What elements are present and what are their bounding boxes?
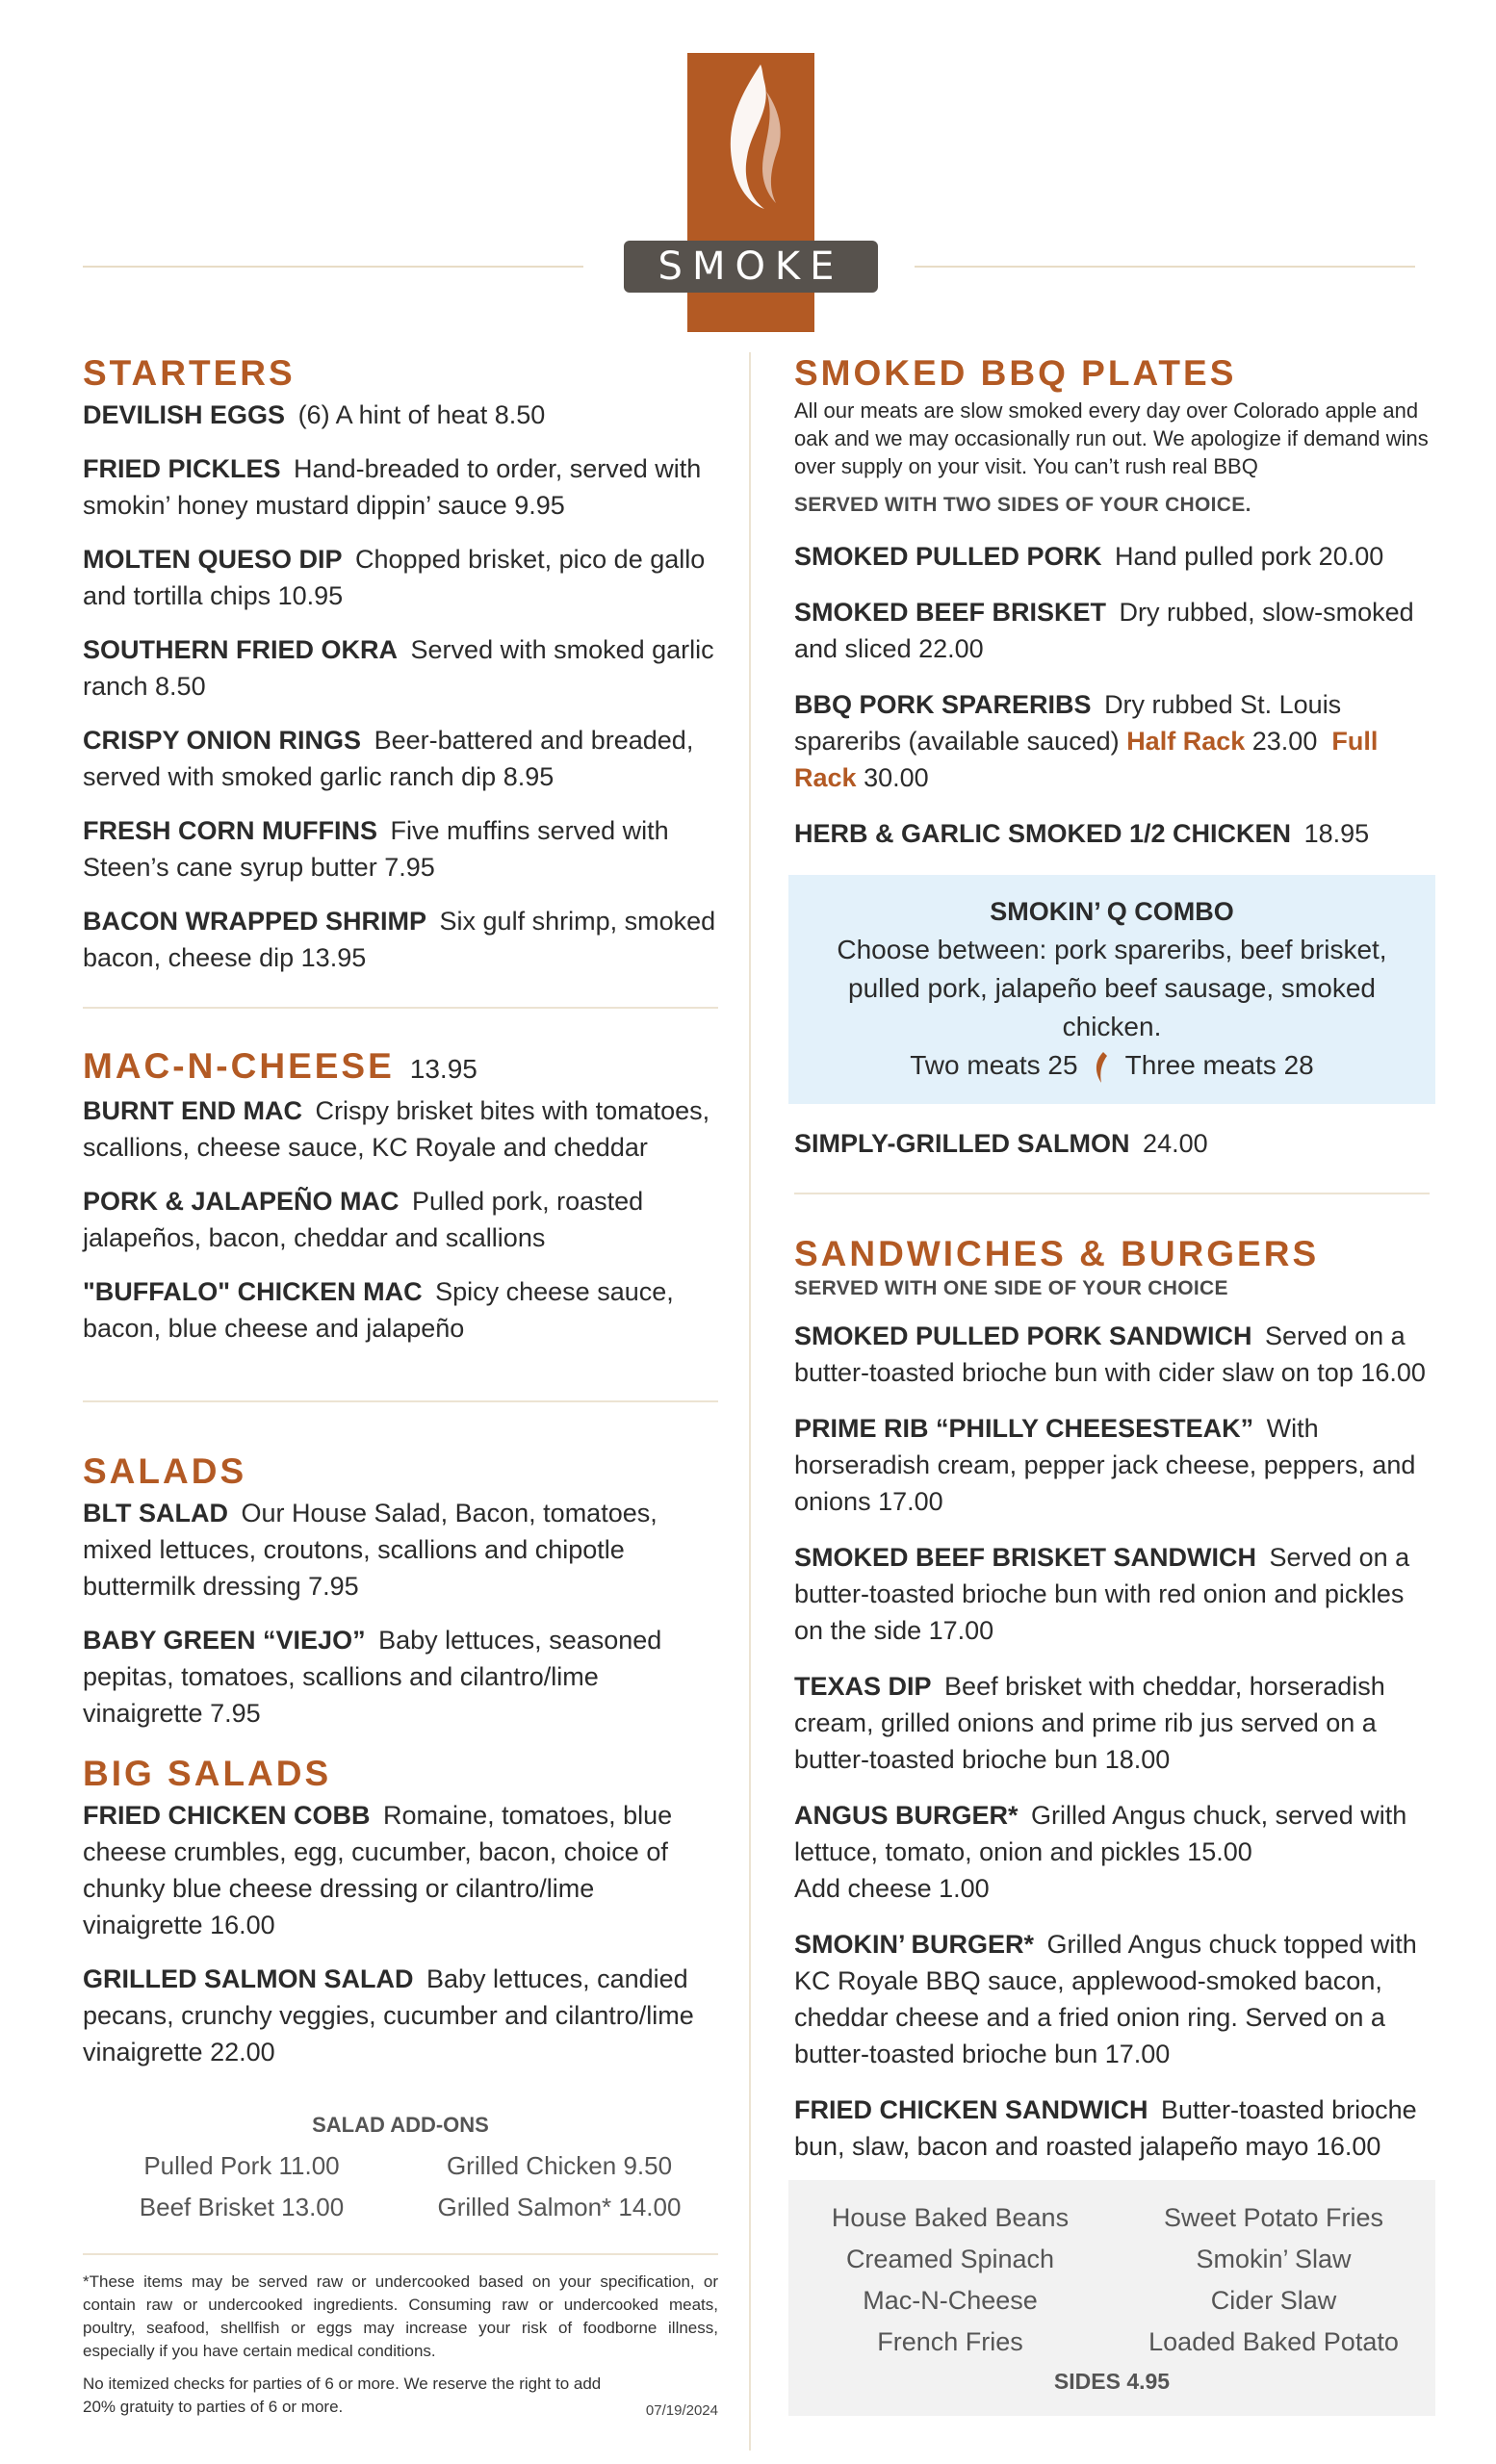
full-rack-label: Full Rack xyxy=(794,727,1379,792)
section-divider xyxy=(83,1007,718,1009)
section-divider xyxy=(83,2253,718,2255)
combo-box xyxy=(788,875,1435,1104)
flame-logo-icon xyxy=(687,53,814,236)
menu-item: BURNT END MAC Crispy brisket bites with tomatoes, scallions, cheese sauce, KC Royale and cheddar xyxy=(83,1096,710,1162)
menu-item: MOLTEN QUESO DIP Chopped brisket, pico de gallo and tortilla chips 10.95 xyxy=(83,545,706,610)
menu-item: ANGUS BURGER* Grilled Angus chuck, served with lettuce, tomato, onion and pickles 15.00 Add cheese 1.00 xyxy=(794,1801,1407,1903)
menu-item: HERB & GARLIC SMOKED 1/2 CHICKEN 18.95 xyxy=(794,819,1370,848)
combo-line: pulled pork, jalapeño beef sausage, smoked chicken. xyxy=(848,973,1376,1041)
menu-item: SMOKED PULLED PORK Hand pulled pork 20.00 xyxy=(794,542,1384,571)
sandwiches-list xyxy=(794,1318,1430,2165)
sides-box xyxy=(788,2180,1435,2416)
left-column xyxy=(83,352,718,2419)
column-divider xyxy=(749,352,751,2451)
addon-item: Beef Brisket 13.00 xyxy=(139,2193,345,2221)
gratuity-text: No itemized checks for parties of 6 or more. We reserve the right to add 20% gratuity to parties of 6 or more. xyxy=(83,2374,602,2416)
add-cheese-note: Add cheese 1.00 xyxy=(794,1874,990,1903)
combo-title: SMOKIN’ Q COMBO xyxy=(990,897,1234,926)
addons-grid xyxy=(83,2145,718,2228)
addon-item: Grilled Chicken 9.50 xyxy=(446,2151,673,2180)
right-column xyxy=(794,352,1430,2416)
header-rule-right xyxy=(915,266,1415,268)
big-salads-heading: BIG SALADS xyxy=(83,1754,332,1793)
chili-icon xyxy=(1085,1046,1118,1085)
menu-item: BACON WRAPPED SHRIMP Six gulf shrimp, smoked bacon, cheese dip 13.95 xyxy=(83,907,716,972)
mac-price: 13.95 xyxy=(409,1054,477,1084)
menu-item: SOUTHERN FRIED OKRA Served with smoked garlic ranch 8.50 xyxy=(83,635,714,701)
menu-item: SMOKED PULLED PORK SANDWICH Served on a butter-toasted brioche bun with cider slaw on top 16.00 xyxy=(794,1322,1426,1387)
menu-item: SMOKIN’ BURGER* Grilled Angus chuck topped with KC Royale BBQ sauce, applewood-smoked bacon, cheddar cheese and a fried onion ring. Served on a butter-toasted brioche bun 17.00 xyxy=(794,1930,1417,2068)
bbq-heading: SMOKED BBQ PLATES xyxy=(794,353,1237,393)
mac-heading: MAC-N-CHEESE 13.95 xyxy=(83,1046,477,1086)
menu-item: FRESH CORN MUFFINS Five muffins served with Steen’s cane syrup butter 7.95 xyxy=(83,816,669,882)
side-item: Loaded Baked Potato xyxy=(1148,2327,1399,2356)
menu-item: GRILLED SALMON SALAD Baby lettuces, candied pecans, crunchy veggies, cucumber and cilantro/lime vinaigrette 22.00 xyxy=(83,1964,694,2066)
menu-item: CRISPY ONION RINGS Beer-battered and breaded, served with smoked garlic ranch dip 8.95 xyxy=(83,726,694,791)
menu-item: SMOKED BEEF BRISKET SANDWICH Served on a butter-toasted brioche bun with red onion and pickles on the side 17.00 xyxy=(794,1543,1410,1645)
half-rack-price: 23.00 xyxy=(1251,727,1318,756)
menu-item: FRIED CHICKEN SANDWICH Butter-toasted brioche bun, slaw, bacon and roasted jalapeño mayo 16.00 xyxy=(794,2095,1417,2161)
menu-item: FRIED PICKLES Hand-breaded to order, served with smokin’ honey mustard dippin’ sauce 9.95 xyxy=(83,454,702,520)
menu-date: 07/19/2024 xyxy=(645,2402,718,2419)
big-salads-list xyxy=(83,1797,718,2070)
menu-item: FRIED CHICKEN COBB Romaine, tomatoes, blue cheese crumbles, egg, cucumber, bacon, choice of chunky blue cheese dressing or cilantro/lime vinaigrette 16.00 xyxy=(83,1801,673,1939)
side-item: Sweet Potato Fries xyxy=(1163,2203,1384,2232)
addons-title: SALAD ADD-ONS xyxy=(312,2113,489,2137)
section-divider xyxy=(83,1400,718,1402)
mac-list xyxy=(83,1092,718,1347)
menu-item: BBQ PORK SPARERIBS Dry rubbed St. Louis spareribs (available sauced) Half Rack 23.00 Full Rack 30.00 xyxy=(794,690,1379,792)
side-item: Mac-N-Cheese xyxy=(863,2286,1038,2315)
addon-item: Pulled Pork 11.00 xyxy=(143,2151,340,2180)
sides-price: SIDES 4.95 xyxy=(1053,2369,1171,2394)
combo-prices xyxy=(798,1046,1426,1085)
section-divider xyxy=(794,1193,1430,1194)
salad-addons xyxy=(83,2113,718,2228)
bbq-intro: All our meats are slow smoked every day over Colorado apple and oak and we may occasionally run out. We apologize if demand wins over supply on your visit. You can’t rush real BBQ xyxy=(794,398,1429,478)
half-rack-label: Half Rack xyxy=(1126,727,1246,756)
starters-list xyxy=(83,397,718,976)
side-item: House Baked Beans xyxy=(831,2203,1070,2232)
menu-item: DEVILISH EGGS (6) A hint of heat 8.50 xyxy=(83,400,546,429)
bbq-sides-note: SERVED WITH TWO SIDES OF YOUR CHOICE. xyxy=(794,494,1251,516)
full-rack-price: 30.00 xyxy=(864,763,929,792)
menu-item: BABY GREEN “VIEJO” Baby lettuces, seasoned pepitas, tomatoes, scallions and cilantro/lime vinaigrette 7.95 xyxy=(83,1626,662,1728)
menu-item: BLT SALAD Our House Salad, Bacon, tomatoes, mixed lettuces, croutons, scallions and chipotle buttermilk dressing 7.95 xyxy=(83,1499,658,1601)
sandwiches-sides-note: SERVED WITH ONE SIDE OF YOUR CHOICE xyxy=(794,1277,1228,1299)
combo-two-meats: Two meats 25 xyxy=(910,1050,1078,1080)
footer-notes xyxy=(83,2271,718,2419)
starters-heading: STARTERS xyxy=(83,353,296,393)
bbq-list xyxy=(794,538,1430,852)
side-item: Cider Slaw xyxy=(1210,2286,1337,2315)
addon-item: Grilled Salmon* 14.00 xyxy=(437,2193,682,2221)
menu-item: SMOKED BEEF BRISKET Dry rubbed, slow-smoked and sliced 22.00 xyxy=(794,598,1414,663)
menu-item: PORK & JALAPEÑO MAC Pulled pork, roasted jalapeños, bacon, cheddar and scallions xyxy=(83,1187,644,1252)
header-rule-left xyxy=(83,266,583,268)
menu-item: "BUFFALO" CHICKEN MAC Spicy cheese sauce, bacon, blue cheese and jalapeño xyxy=(83,1277,674,1343)
combo-three-meats: Three meats 28 xyxy=(1124,1050,1314,1080)
salads-list xyxy=(83,1495,718,1732)
salads-heading: SALADS xyxy=(83,1451,247,1491)
logo-wordmark: SMOKE xyxy=(624,241,878,293)
menu-item: TEXAS DIP Beef brisket with cheddar, horseradish cream, grilled onions and prime rib jus served on a butter-toasted brioche bun 18.00 xyxy=(794,1672,1385,1774)
combo-line: Choose between: pork spareribs, beef brisket, xyxy=(837,935,1387,964)
side-item: Smokin’ Slaw xyxy=(1196,2245,1352,2273)
side-item: Creamed Spinach xyxy=(845,2245,1055,2273)
sandwiches-heading: SANDWICHES & BURGERS xyxy=(794,1234,1320,1273)
sides-grid xyxy=(788,2197,1435,2363)
disclaimer-text: *These items may be served raw or undercooked based on your specification, or contain raw or undercooked ingredients. Consuming raw or undercooked meats, poultry, seafood, shellfish or eggs may increase your risk of foodborne illness, especially if you have certain medical conditions. xyxy=(83,2272,718,2360)
side-item: French Fries xyxy=(877,2327,1023,2356)
menu-item: PRIME RIB “PHILLY CHEESESTEAK” With horseradish cream, pepper jack cheese, peppers, and onions 17.00 xyxy=(794,1414,1416,1516)
menu-item: SIMPLY-GRILLED SALMON 24.00 xyxy=(794,1129,1208,1158)
